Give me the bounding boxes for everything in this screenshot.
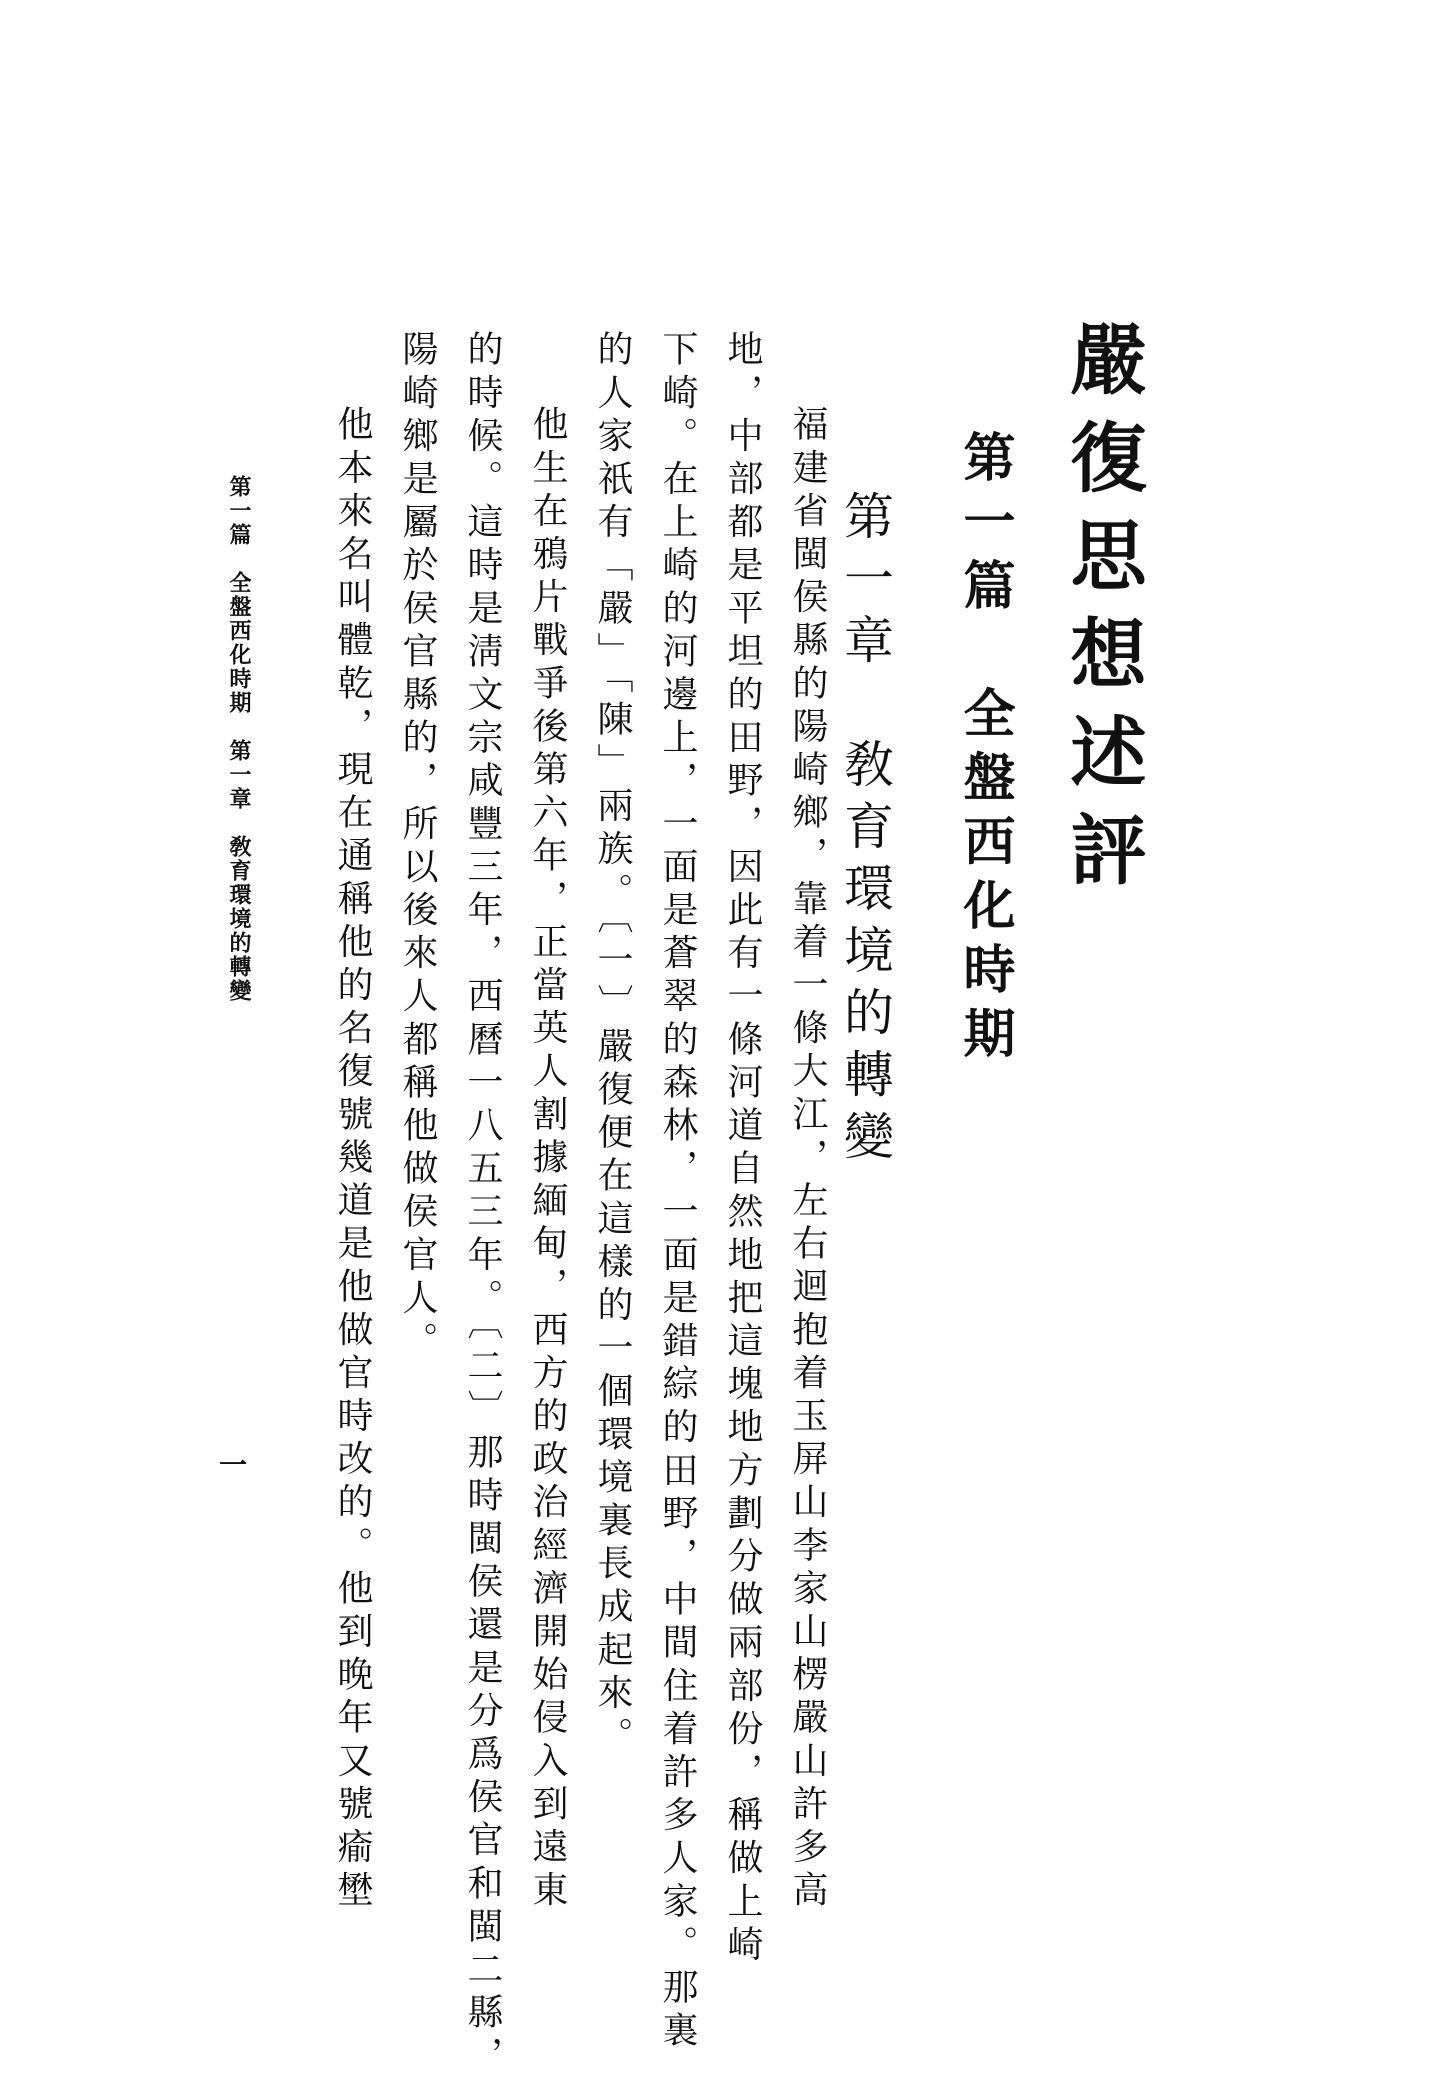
body-line-5: 他生在鴉片戰爭後第六年，正當英人割據緬甸，西方的政治經濟開始侵入到遠東 (527, 405, 568, 1914)
body-line-3: 下崎。在上崎的河邊上，一面是蒼翠的森林，一面是錯綜的田野，中間住着許多人家。那裏 (657, 330, 698, 2054)
part-title: 第一篇 全盤西化時期 (954, 430, 1015, 1070)
body-line-7: 陽崎鄉是屬於侯官縣的，所以後來人都稱他做侯官人。 (397, 330, 438, 1365)
body-line-6: 的時候。這時是淸文宗咸豐三年，西曆一八五三年。〔二〕那時閩侯還是分爲侯官和閩二縣， (462, 330, 503, 2079)
page-number: 一 (215, 1450, 248, 1478)
chapter-title: 第一章 敎育環境的轉變 (836, 490, 894, 1172)
body-line-4: 的人家祇有「嚴」「陳」兩族。〔一〕嚴復便在這樣的一個環境裏長成起來。 (592, 330, 633, 1760)
body-line-1: 福建省閩侯縣的陽崎鄉，靠着一條大江，左右迴抱着玉屏山李家山楞嚴山許多高 (787, 405, 828, 1914)
body-line-8: 他本來名叫體乾，現在通稱他的名復號幾道是他做官時改的。他到晚年又號瘉壄 (332, 405, 373, 1914)
running-head: 第一篇 全盤西化時期 第一章 敎育環境的轉變 (226, 475, 252, 1003)
body-line-2: 地，中部都是平坦的田野，因此有一條河道自然地把這塊地方劃分做兩部份，稱做上崎 (722, 330, 763, 1968)
book-title: 嚴復思想述評 (1058, 320, 1147, 908)
